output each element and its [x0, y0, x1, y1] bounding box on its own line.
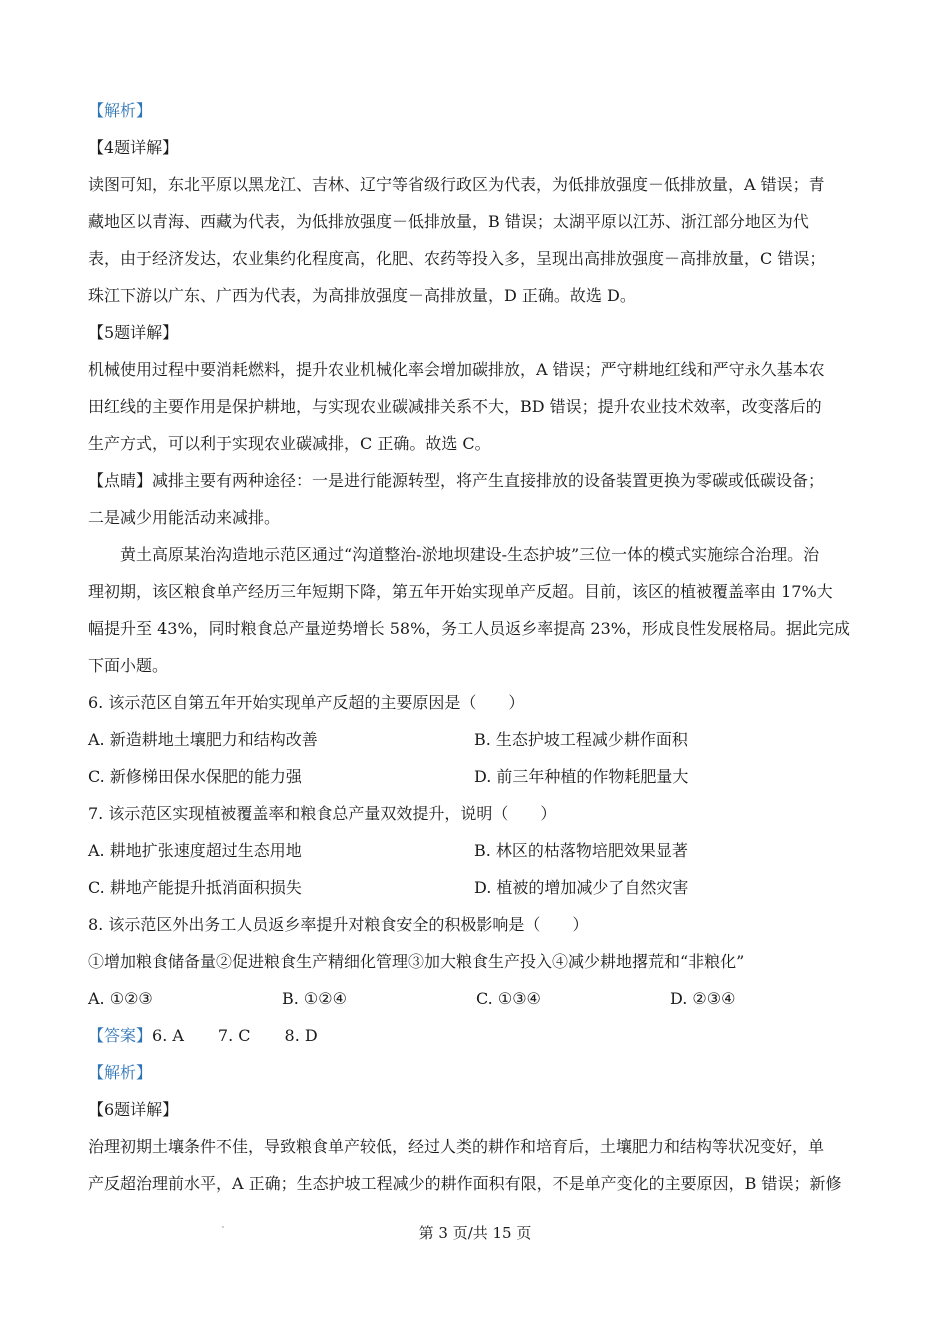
- paragraph-line: 机械使用过程中要消耗燃料，提升农业机械化率会增加碳排放，A 错误；严守耕地红线和严守永久基本农: [88, 360, 825, 379]
- answer-8: 8. D: [284, 1026, 318, 1045]
- paragraph-line: 表，由于经济发达，农业集约化程度高，化肥、农药等投入多，呈现出高排放强度－高排放量，C 错误；: [88, 249, 826, 268]
- question-8-items: ①增加粮食储备量②促进粮食生产精细化管理③加大粮食生产投入④减少耕地撂荒和“非粮化”: [88, 952, 745, 971]
- option-6c: C. 新修梯田保水保肥的能力强: [88, 767, 302, 786]
- section-tag-analysis: 【解析】: [88, 101, 153, 120]
- paragraph-line: 读图可知，东北平原以黑龙江、吉林、辽宁等省级行政区为代表，为低排放强度－低排放量，A 错误；青: [88, 175, 825, 194]
- answer-line: [88, 1017, 863, 1054]
- paragraph-line: 治理初期土壤条件不佳，导致粮食单产较低，经过人类的耕作和培育后，土壤肥力和结构等状况变好，单: [88, 1137, 825, 1156]
- option-6d: D. 前三年种植的作物耗肥量大: [474, 767, 689, 786]
- option-7a: A. 耕地扩张速度超过生态用地: [88, 841, 302, 860]
- answer-6: 6. A: [152, 1026, 184, 1045]
- material-line: 下面小题。: [88, 656, 169, 675]
- question-6-stem: 6. 该示范区自第五年开始实现单产反超的主要原因是（ ）: [88, 693, 525, 712]
- material-line: 理初期，该区粮食单产经历三年短期下降，第五年开始实现单产反超。目前，该区的植被覆盖率由 17%大: [88, 582, 833, 601]
- option-7d: D. 植被的增加减少了自然灾害: [474, 878, 689, 897]
- paragraph-line: 产反超治理前水平，A 正确；生态护坡工程减少的耕作面积有限，不是单产变化的主要原因，B 错误；新修: [88, 1174, 842, 1193]
- paragraph-line: 生产方式，可以利于实现农业碳减排，C 正确。故选 C。: [88, 434, 491, 453]
- question-7-options-row2: [88, 869, 863, 906]
- tip-text: 减排主要有两种途径：一是进行能源转型，将产生直接排放的设备装置更换为零碳或低碳设备；: [152, 471, 825, 490]
- tip-line: [88, 462, 863, 499]
- option-8b: B. ①②④: [282, 989, 347, 1008]
- option-7b: B. 林区的枯落物培肥效果显著: [474, 841, 688, 860]
- paragraph-line: 田红线的主要作用是保护耕地，与实现农业碳减排关系不大，BD 错误；提升农业技术效率，改变落后的: [88, 397, 822, 416]
- option-7c: C. 耕地产能提升抵消面积损失: [88, 878, 302, 897]
- question-7-stem: 7. 该示范区实现植被覆盖率和粮食总产量双效提升，说明（ ）: [88, 804, 557, 823]
- paragraph-line: 二是减少用能活动来减排。: [88, 508, 281, 527]
- option-8a: A. ①②③: [88, 989, 153, 1008]
- question-6-options-row2: [88, 758, 863, 795]
- section-tag-q5: 【5题详解】: [88, 323, 179, 342]
- question-6-options-row1: [88, 721, 863, 758]
- material-line: 黄土高原某治沟造地示范区通过“沟道整治-淤地坝建设-生态护坡”三位一体的模式实施综合治理。治: [120, 545, 820, 564]
- option-8d: D. ②③④: [670, 989, 736, 1008]
- option-6b: B. 生态护坡工程减少耕作面积: [474, 730, 688, 749]
- question-8-stem: 8. 该示范区外出务工人员返乡率提升对粮食安全的积极影响是（ ）: [88, 915, 589, 934]
- option-8c: C. ①③④: [476, 989, 541, 1008]
- answer-7: 7. C: [217, 1026, 251, 1045]
- tip-tag: 【点睛】: [88, 471, 153, 490]
- question-8-options: [88, 980, 863, 1017]
- question-7-options-row1: [88, 832, 863, 869]
- section-tag-analysis-2: 【解析】: [88, 1063, 153, 1082]
- document-body: [88, 92, 863, 1202]
- paragraph-line: 珠江下游以广东、广西为代表，为高排放强度－高排放量，D 正确。故选 D。: [88, 286, 636, 305]
- option-6a: A. 新造耕地土壤肥力和结构改善: [88, 730, 318, 749]
- section-tag-q4: 【4题详解】: [88, 138, 179, 157]
- answer-tag: 【答案】: [88, 1026, 153, 1045]
- page-footer: 第 3 页/共 15 页: [418, 1224, 532, 1242]
- paragraph-line: 藏地区以青海、西藏为代表，为低排放强度－低排放量，B 错误；太湖平原以江苏、浙江部分地区为代: [88, 212, 809, 231]
- material-line: 幅提升至 43%，同时粮食总产量逆势增长 58%，务工人员返乡率提高 23%，形成良性发展格局。据此完成: [88, 619, 850, 638]
- section-tag-q6: 【6题详解】: [88, 1100, 179, 1119]
